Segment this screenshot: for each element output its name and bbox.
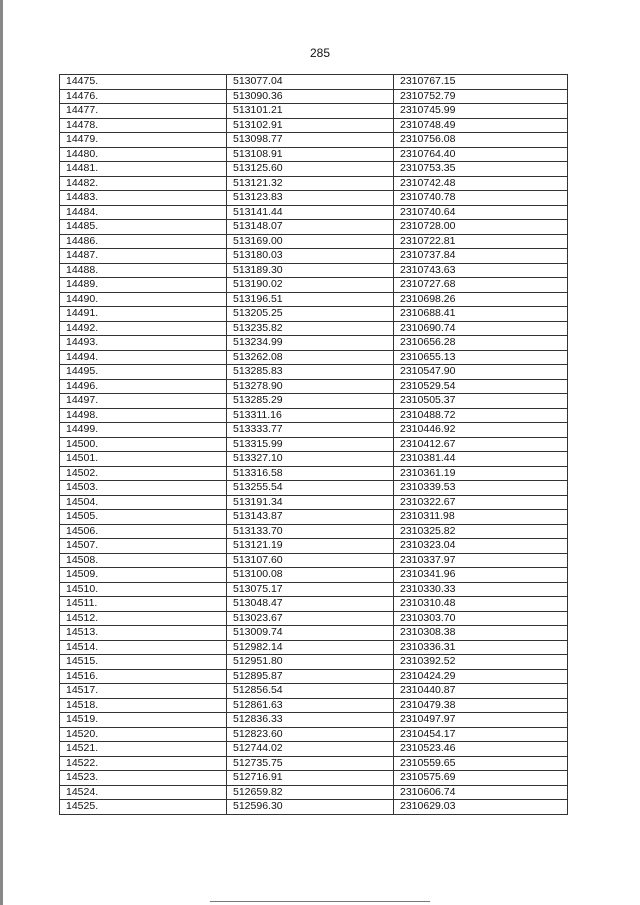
northing-cell: 2310698.26	[394, 292, 568, 307]
table-row	[60, 771, 568, 786]
point-id-cell: 14524.	[60, 785, 227, 800]
point-id-cell: 14507.	[60, 539, 227, 554]
easting-cell: 513048.47	[227, 597, 394, 612]
easting-cell: 513205.25	[227, 307, 394, 322]
table-row	[60, 220, 568, 235]
point-id-cell: 14481.	[60, 162, 227, 177]
table-row	[60, 756, 568, 771]
table-row	[60, 597, 568, 612]
table-row	[60, 408, 568, 423]
northing-cell: 2310575.69	[394, 771, 568, 786]
table-row	[60, 423, 568, 438]
northing-cell: 2310727.68	[394, 278, 568, 293]
northing-cell: 2310655.13	[394, 350, 568, 365]
northing-cell: 2310764.40	[394, 147, 568, 162]
table-row	[60, 278, 568, 293]
northing-cell: 2310559.65	[394, 756, 568, 771]
easting-cell: 512716.91	[227, 771, 394, 786]
point-id-cell: 14480.	[60, 147, 227, 162]
table-row	[60, 263, 568, 278]
table-row	[60, 727, 568, 742]
easting-cell: 513190.02	[227, 278, 394, 293]
point-id-cell: 14491.	[60, 307, 227, 322]
northing-cell: 2310606.74	[394, 785, 568, 800]
point-id-cell: 14506.	[60, 524, 227, 539]
easting-cell: 513327.10	[227, 452, 394, 467]
northing-cell: 2310745.99	[394, 104, 568, 119]
easting-cell: 513169.00	[227, 234, 394, 249]
table-row	[60, 365, 568, 380]
table-row	[60, 176, 568, 191]
point-id-cell: 14486.	[60, 234, 227, 249]
easting-cell: 513311.16	[227, 408, 394, 423]
northing-cell: 2310690.74	[394, 321, 568, 336]
northing-cell: 2310742.48	[394, 176, 568, 191]
northing-cell: 2310339.53	[394, 481, 568, 496]
easting-cell: 512856.54	[227, 684, 394, 699]
point-id-cell: 14502.	[60, 466, 227, 481]
table-row	[60, 118, 568, 133]
easting-cell: 512836.33	[227, 713, 394, 728]
easting-cell: 513278.90	[227, 379, 394, 394]
point-id-cell: 14510.	[60, 582, 227, 597]
table-row	[60, 437, 568, 452]
northing-cell: 2310392.52	[394, 655, 568, 670]
point-id-cell: 14520.	[60, 727, 227, 742]
northing-cell: 2310529.54	[394, 379, 568, 394]
point-id-cell: 14494.	[60, 350, 227, 365]
point-id-cell: 14496.	[60, 379, 227, 394]
easting-cell: 512982.14	[227, 640, 394, 655]
table-row	[60, 785, 568, 800]
point-id-cell: 14492.	[60, 321, 227, 336]
coordinate-table	[59, 74, 568, 815]
northing-cell: 2310688.41	[394, 307, 568, 322]
table-row	[60, 292, 568, 307]
easting-cell: 513255.54	[227, 481, 394, 496]
table-row	[60, 553, 568, 568]
northing-cell: 2310748.49	[394, 118, 568, 133]
easting-cell: 513133.70	[227, 524, 394, 539]
table-row	[60, 655, 568, 670]
northing-cell: 2310728.00	[394, 220, 568, 235]
easting-cell: 513285.29	[227, 394, 394, 409]
point-id-cell: 14522.	[60, 756, 227, 771]
easting-cell: 513148.07	[227, 220, 394, 235]
point-id-cell: 14514.	[60, 640, 227, 655]
point-id-cell: 14517.	[60, 684, 227, 699]
point-id-cell: 14513.	[60, 626, 227, 641]
point-id-cell: 14518.	[60, 698, 227, 713]
table-row	[60, 350, 568, 365]
easting-cell: 512744.02	[227, 742, 394, 757]
point-id-cell: 14508.	[60, 553, 227, 568]
northing-cell: 2310330.33	[394, 582, 568, 597]
table-row	[60, 582, 568, 597]
point-id-cell: 14489.	[60, 278, 227, 293]
table-row	[60, 684, 568, 699]
point-id-cell: 14512.	[60, 611, 227, 626]
table-row	[60, 481, 568, 496]
table-row	[60, 394, 568, 409]
table-row	[60, 495, 568, 510]
easting-cell: 512659.82	[227, 785, 394, 800]
northing-cell: 2310308.38	[394, 626, 568, 641]
point-id-cell: 14505.	[60, 510, 227, 525]
northing-cell: 2310322.67	[394, 495, 568, 510]
northing-cell: 2310440.87	[394, 684, 568, 699]
easting-cell: 512735.75	[227, 756, 394, 771]
point-id-cell: 14485.	[60, 220, 227, 235]
point-id-cell: 14479.	[60, 133, 227, 148]
easting-cell: 512823.60	[227, 727, 394, 742]
table-row	[60, 133, 568, 148]
easting-cell: 513333.77	[227, 423, 394, 438]
point-id-cell: 14503.	[60, 481, 227, 496]
easting-cell: 512951.80	[227, 655, 394, 670]
point-id-cell: 14484.	[60, 205, 227, 220]
point-id-cell: 14476.	[60, 89, 227, 104]
northing-cell: 2310488.72	[394, 408, 568, 423]
scan-bottom-line	[210, 901, 430, 902]
point-id-cell: 14478.	[60, 118, 227, 133]
table-row	[60, 89, 568, 104]
easting-cell: 513107.60	[227, 553, 394, 568]
point-id-cell: 14501.	[60, 452, 227, 467]
easting-cell: 513123.83	[227, 191, 394, 206]
table-row	[60, 713, 568, 728]
easting-cell: 513009.74	[227, 626, 394, 641]
easting-cell: 513143.87	[227, 510, 394, 525]
northing-cell: 2310756.08	[394, 133, 568, 148]
northing-cell: 2310767.15	[394, 75, 568, 90]
table-row	[60, 205, 568, 220]
point-id-cell: 14475.	[60, 75, 227, 90]
easting-cell: 513315.99	[227, 437, 394, 452]
easting-cell: 513285.83	[227, 365, 394, 380]
northing-cell: 2310381.44	[394, 452, 568, 467]
point-id-cell: 14498.	[60, 408, 227, 423]
easting-cell: 513102.91	[227, 118, 394, 133]
easting-cell: 513098.77	[227, 133, 394, 148]
point-id-cell: 14511.	[60, 597, 227, 612]
table-row	[60, 321, 568, 336]
northing-cell: 2310479.38	[394, 698, 568, 713]
point-id-cell: 14515.	[60, 655, 227, 670]
northing-cell: 2310412.67	[394, 437, 568, 452]
point-id-cell: 14495.	[60, 365, 227, 380]
easting-cell: 513141.44	[227, 205, 394, 220]
point-id-cell: 14516.	[60, 669, 227, 684]
point-id-cell: 14504.	[60, 495, 227, 510]
table-row	[60, 234, 568, 249]
table-row	[60, 147, 568, 162]
table-row	[60, 452, 568, 467]
northing-cell: 2310743.63	[394, 263, 568, 278]
point-id-cell: 14499.	[60, 423, 227, 438]
easting-cell: 512861.63	[227, 698, 394, 713]
point-id-cell: 14523.	[60, 771, 227, 786]
northing-cell: 2310341.96	[394, 568, 568, 583]
table-row	[60, 379, 568, 394]
northing-cell: 2310303.70	[394, 611, 568, 626]
northing-cell: 2310323.04	[394, 539, 568, 554]
table-row	[60, 104, 568, 119]
point-id-cell: 14500.	[60, 437, 227, 452]
northing-cell: 2310740.78	[394, 191, 568, 206]
point-id-cell: 14493.	[60, 336, 227, 351]
easting-cell: 513235.82	[227, 321, 394, 336]
scan-edge	[0, 0, 3, 905]
table-row	[60, 249, 568, 264]
easting-cell: 513077.04	[227, 75, 394, 90]
northing-cell: 2310752.79	[394, 89, 568, 104]
northing-cell: 2310311.98	[394, 510, 568, 525]
easting-cell: 513316.58	[227, 466, 394, 481]
point-id-cell: 14477.	[60, 104, 227, 119]
point-id-cell: 14521.	[60, 742, 227, 757]
point-id-cell: 14482.	[60, 176, 227, 191]
northing-cell: 2310446.92	[394, 423, 568, 438]
page-number: 285	[309, 46, 331, 60]
northing-cell: 2310337.97	[394, 553, 568, 568]
table-row	[60, 75, 568, 90]
easting-cell: 513180.03	[227, 249, 394, 264]
table-row	[60, 611, 568, 626]
easting-cell: 513234.99	[227, 336, 394, 351]
northing-cell: 2310424.29	[394, 669, 568, 684]
easting-cell: 513023.67	[227, 611, 394, 626]
northing-cell: 2310737.84	[394, 249, 568, 264]
table-row	[60, 466, 568, 481]
northing-cell: 2310547.90	[394, 365, 568, 380]
table-row	[60, 640, 568, 655]
table-row	[60, 510, 568, 525]
northing-cell: 2310656.28	[394, 336, 568, 351]
table-row	[60, 742, 568, 757]
easting-cell: 513196.51	[227, 292, 394, 307]
coordinate-table-body	[60, 75, 568, 815]
table-row	[60, 539, 568, 554]
table-row	[60, 800, 568, 815]
table-row	[60, 626, 568, 641]
northing-cell: 2310722.81	[394, 234, 568, 249]
easting-cell: 512895.87	[227, 669, 394, 684]
table-row	[60, 669, 568, 684]
easting-cell: 513090.36	[227, 89, 394, 104]
point-id-cell: 14519.	[60, 713, 227, 728]
easting-cell: 513121.19	[227, 539, 394, 554]
northing-cell: 2310753.35	[394, 162, 568, 177]
easting-cell: 513121.32	[227, 176, 394, 191]
point-id-cell: 14483.	[60, 191, 227, 206]
point-id-cell: 14497.	[60, 394, 227, 409]
easting-cell: 513101.21	[227, 104, 394, 119]
point-id-cell: 14525.	[60, 800, 227, 815]
easting-cell: 513075.17	[227, 582, 394, 597]
table-row	[60, 307, 568, 322]
table-row	[60, 336, 568, 351]
northing-cell: 2310325.82	[394, 524, 568, 539]
easting-cell: 513108.91	[227, 147, 394, 162]
northing-cell: 2310523.46	[394, 742, 568, 757]
easting-cell: 513262.08	[227, 350, 394, 365]
northing-cell: 2310310.48	[394, 597, 568, 612]
northing-cell: 2310629.03	[394, 800, 568, 815]
easting-cell: 513189.30	[227, 263, 394, 278]
easting-cell: 513125.60	[227, 162, 394, 177]
point-id-cell: 14487.	[60, 249, 227, 264]
northing-cell: 2310361.19	[394, 466, 568, 481]
table-row	[60, 698, 568, 713]
easting-cell: 513191.34	[227, 495, 394, 510]
easting-cell: 513100.08	[227, 568, 394, 583]
table-row	[60, 524, 568, 539]
northing-cell: 2310336.31	[394, 640, 568, 655]
table-row	[60, 568, 568, 583]
point-id-cell: 14490.	[60, 292, 227, 307]
northing-cell: 2310505.37	[394, 394, 568, 409]
easting-cell: 512596.30	[227, 800, 394, 815]
northing-cell: 2310454.17	[394, 727, 568, 742]
northing-cell: 2310740.64	[394, 205, 568, 220]
point-id-cell: 14509.	[60, 568, 227, 583]
table-row	[60, 191, 568, 206]
table-row	[60, 162, 568, 177]
point-id-cell: 14488.	[60, 263, 227, 278]
northing-cell: 2310497.97	[394, 713, 568, 728]
